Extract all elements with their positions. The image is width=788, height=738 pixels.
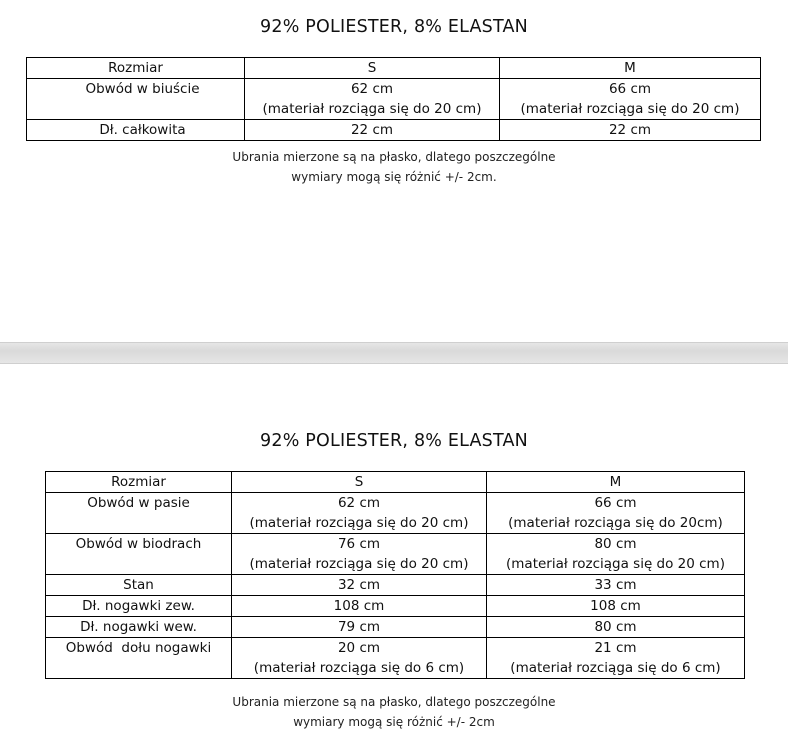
row-label: Obwód w biodrach xyxy=(46,534,232,575)
header-cell-s: S xyxy=(232,472,487,493)
header-cell-size: Rozmiar xyxy=(46,472,232,493)
table-row xyxy=(27,79,761,120)
value-cell-m: 33 cm xyxy=(487,575,745,596)
header-cell-m: M xyxy=(487,472,745,493)
value-cell-s: 76 cm (materiał rozciąga się do 20 cm) xyxy=(232,534,487,575)
measurement-note xyxy=(0,692,788,732)
table-row xyxy=(27,120,761,141)
bottom-size-chart-panel xyxy=(0,364,788,738)
note-line: Ubrania mierzone są na płasko, dlatego poszczególne xyxy=(232,695,556,709)
row-label: Obwód dołu nogawki xyxy=(46,638,232,679)
table-header-row xyxy=(27,58,761,79)
table-row xyxy=(46,493,745,534)
value-cell-m: 80 cm xyxy=(487,617,745,638)
size-table-bottom xyxy=(45,471,745,679)
value-cell-s: 108 cm xyxy=(232,596,487,617)
row-label: Dł. całkowita xyxy=(27,120,245,141)
table-header-row xyxy=(46,472,745,493)
value-cell-m: 21 cm (materiał rozciąga się do 6 cm) xyxy=(487,638,745,679)
value-cell-m: 66 cm (materiał rozciąga się do 20 cm) xyxy=(500,79,761,120)
value-cell-s: 20 cm (materiał rozciąga się do 6 cm) xyxy=(232,638,487,679)
section-title: 92% POLIESTER, 8% ELASTAN xyxy=(260,431,528,451)
note-line: wymiary mogą się różnić +/- 2cm xyxy=(293,715,495,729)
value-cell-s: 62 cm (materiał rozciąga się do 20 cm) xyxy=(232,493,487,534)
size-table-top xyxy=(26,57,761,141)
note-line: wymiary mogą się różnić +/- 2cm. xyxy=(291,170,497,184)
header-cell-size: Rozmiar xyxy=(27,58,245,79)
section-title: 92% POLIESTER, 8% ELASTAN xyxy=(260,17,528,37)
value-cell-m: 80 cm (materiał rozciąga się do 20 cm) xyxy=(487,534,745,575)
row-label: Obwód w biuście xyxy=(27,79,245,120)
note-line: Ubrania mierzone są na płasko, dlatego poszczególne xyxy=(232,150,556,164)
row-label: Obwód w pasie xyxy=(46,493,232,534)
value-cell-s: 79 cm xyxy=(232,617,487,638)
table-row xyxy=(46,534,745,575)
value-cell-m: 22 cm xyxy=(500,120,761,141)
table-row xyxy=(46,638,745,679)
header-cell-s: S xyxy=(245,58,500,79)
table-row xyxy=(46,596,745,617)
row-label: Stan xyxy=(46,575,232,596)
value-cell-m: 66 cm (materiał rozciąga się do 20cm) xyxy=(487,493,745,534)
table-row xyxy=(46,617,745,638)
value-cell-s: 62 cm (materiał rozciąga się do 20 cm) xyxy=(245,79,500,120)
top-size-chart-panel xyxy=(0,0,788,342)
row-label: Dł. nogawki zew. xyxy=(46,596,232,617)
header-cell-m: M xyxy=(500,58,761,79)
value-cell-m: 108 cm xyxy=(487,596,745,617)
row-label: Dł. nogawki wew. xyxy=(46,617,232,638)
value-cell-s: 22 cm xyxy=(245,120,500,141)
table-row xyxy=(46,575,745,596)
section-divider xyxy=(0,342,788,364)
value-cell-s: 32 cm xyxy=(232,575,487,596)
measurement-note xyxy=(0,147,788,187)
